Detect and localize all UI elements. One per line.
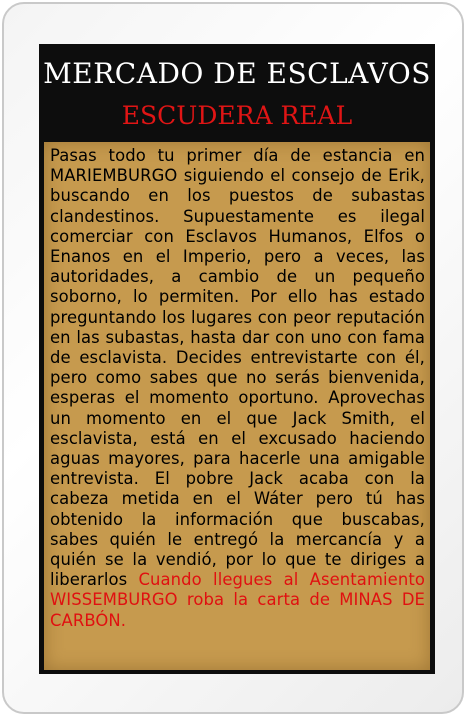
card-body xyxy=(50,146,425,631)
card-text-box xyxy=(44,142,430,670)
card-panel xyxy=(39,44,435,674)
card xyxy=(2,2,464,714)
card-subtitle: ESCUDERA REAL xyxy=(121,101,353,130)
card-title: MERCADO DE ESCLAVOS xyxy=(43,57,431,90)
card-body-text: Pasas todo tu primer día de estancia en MARIEMBURGO siguiendo el consejo de Erik, buscando en los puestos de subastas clandestinos. Supuestamente es ilegal comerciar con Esclavos Humanos, Elfos o Enanos en el Imperio, pero a veces, las autoridades, a cambio de un pequeño soborno, lo permiten. Por ello has estado preguntando los lugares con peor reputación en las subastas, hasta dar con uno con fama de esclavista. Decides entrevistarte con él, pero como sabes que no serás bienvenida, esperas el momento oportuno. Aprovechas un momento en el que Jack Smith, el esclavista, está en el excusado haciendo aguas mayores, para hacerle una amigable entrevista. El pobre Jack acaba con la cabeza metida en el Wáter pero tú has obtenido la información que buscabas, sabes quién le entregó la mercancía y a quién se la vendió, por lo que te diriges a liberarlos xyxy=(50,146,425,590)
card-instruction: Cuando llegues al Asentamiento WISSEMBURGO roba la carta de MINAS DE CARBÓN. xyxy=(50,570,425,630)
